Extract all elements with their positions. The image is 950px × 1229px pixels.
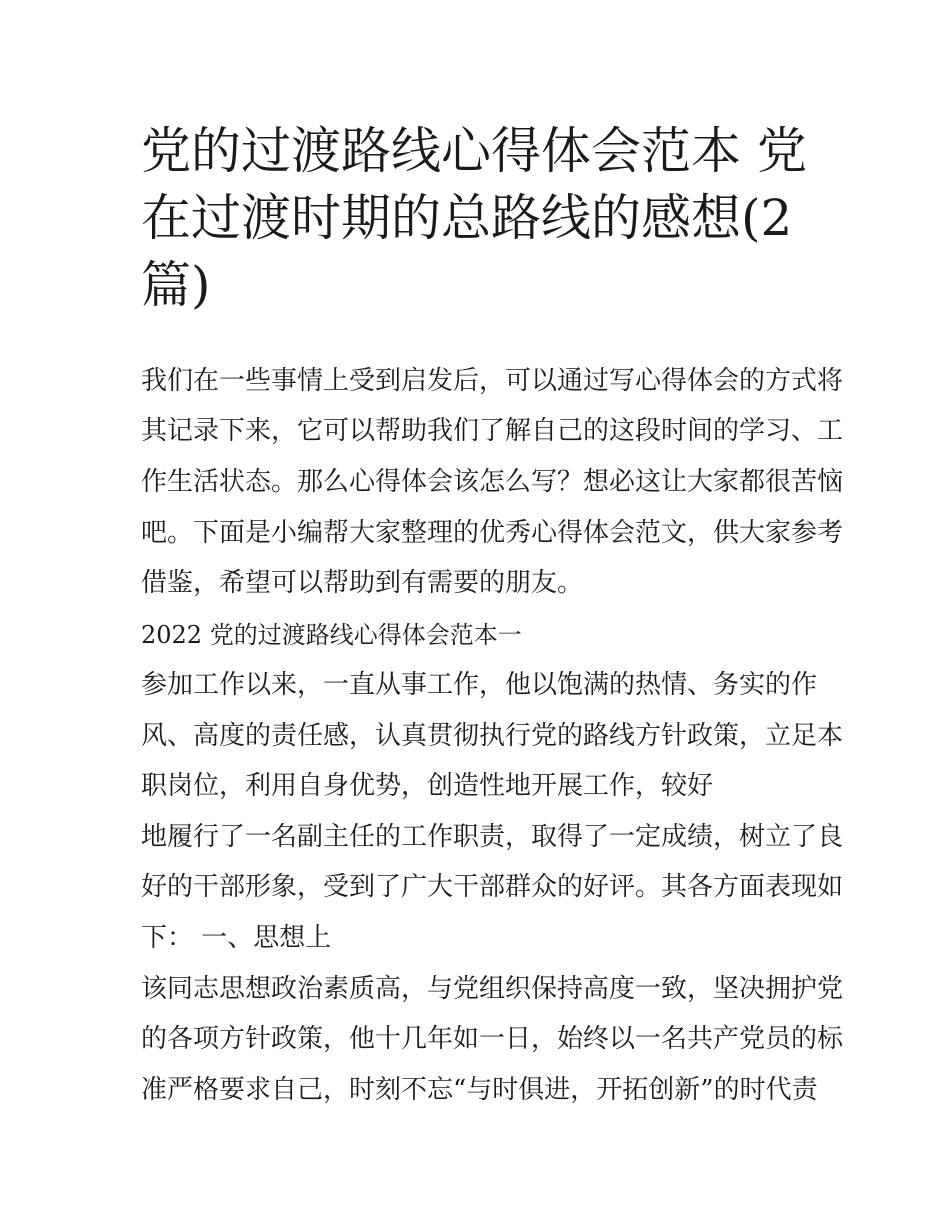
body-line: 吧。下面是小编帮大家整理的优秀心得体会范文，供大家参考 — [141, 518, 844, 548]
title-line: 篇) — [141, 256, 211, 314]
body-line: 下： 一、思想上 — [141, 923, 332, 953]
title-line: 党的过渡路线心得体会范本 党 — [141, 122, 807, 180]
body-line: 风、高度的责任感，认真贯彻执行党的路线方针政策，立足本 — [141, 721, 844, 751]
body-line: 职岗位，利用自身优势，创造性地开展工作，较好 — [141, 771, 714, 801]
document-title — [141, 118, 821, 319]
body-line: 好的干部形象，受到了广大干部群众的好评。其各方面表现如 — [141, 872, 844, 902]
body-line: 作生活状态。那么心得体会该怎么写？想必这让大家都很苦恼 — [141, 467, 844, 497]
body-line: 地履行了一名副主任的工作职责，取得了一定成绩，树立了良 — [141, 822, 844, 852]
section-heading: 2022 党的过渡路线心得体会范本一 — [141, 621, 522, 649]
body-line: 准严格要求自己，时刻不忘“与时俱进，开拓创新”的时代责 — [141, 1075, 818, 1105]
body-line: 我们在一些事情上受到启发后，可以通过写心得体会的方式将 — [141, 366, 844, 396]
body-line: 其记录下来，它可以帮助我们了解自己的这段时间的学习、工 — [141, 416, 844, 446]
body-line: 的各项方针政策，他十几年如一日，始终以一名共产党员的标 — [141, 1024, 844, 1054]
body-line: 该同志思想政治素质高，与党组织保持高度一致，坚决拥护党 — [141, 974, 844, 1004]
body-line: 借鉴，希望可以帮助到有需要的朋友。 — [141, 568, 584, 598]
body-line: 参加工作以来，一直从事工作，他以饱满的热情、务实的作 — [141, 670, 818, 700]
title-line: 在过渡时期的总路线的感想(2 — [141, 189, 793, 247]
